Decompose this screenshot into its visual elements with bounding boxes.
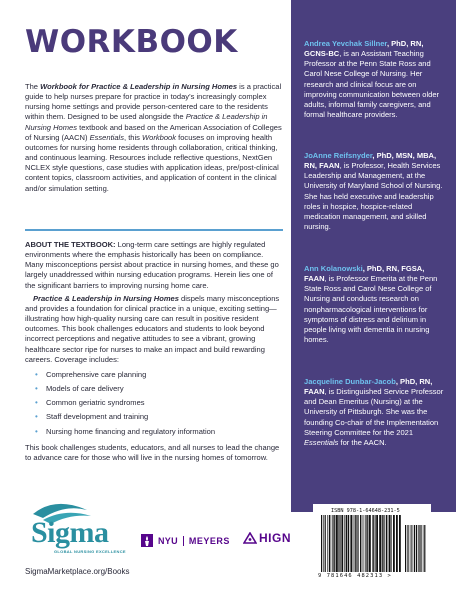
sigma-tagline: GLOBAL NURSING EXCELLENCE — [54, 549, 126, 554]
list-item: • Comprehensive care planning — [35, 369, 147, 379]
list-item: • Models of care delivery — [35, 384, 124, 394]
closing-paragraph: This book challenges students, educators, and all nurses to lead the change to advance care for those who will live in the nursing homes of tomorrow. — [25, 442, 280, 462]
section-divider — [25, 229, 283, 231]
coverage-list — [25, 370, 283, 437]
about-section — [25, 240, 283, 466]
sigma-logo-text: Sigma — [31, 516, 109, 549]
ean-digits: 9 781646 482313 > — [318, 573, 392, 579]
intro-segment: Practice & Leadership in Nursing Homes — [25, 112, 268, 132]
intro-segment: Workbook — [142, 132, 177, 142]
about-p2-text: dispels many misconceptions and provides a foundation for clinical practice in a unique, exciting setting—illustrating how high-quality nursing care can result in positive resident outcomes. This book challenges educators and students to look beyond incorrect perceptions and negative attitudes to see a vibrant, growing healthcare sector ripe for nurses to make an impact and build rewarding careers. Coverage includes: — [25, 293, 280, 364]
hign-mark-icon — [243, 532, 257, 544]
author-bio-kolanowski: Ann Kolanowski, PhD, RN, FGSA, FAAN, is Professor Emerita at the Penn State Ross and Carol Nese College of Nursing and conducts research on nonpharmacological interventions for symptoms of distress and delirium in people living with dementia in nursing homes. — [304, 264, 438, 345]
hign-text: HIGN — [259, 531, 291, 545]
intro-segment: The — [25, 82, 41, 91]
nyu-text: NYU — [158, 535, 178, 546]
list-item: • Nursing home financing and regulatory information — [35, 426, 216, 436]
author-bio-reifsnyder: JoAnne Reifsnyder, PhD, MSN, MBA, RN, FAAN, is Professor, Health Services Leadership and Management, at the University of Maryland School of Nursing. She has held executive and leadership roles in hospice, hospice-related medication management, and skilled nursing. — [304, 151, 443, 232]
nyu-meyers-logo — [141, 534, 230, 547]
intro-segment: is a practical guide to help nurses prepare for practice in today’s increasingly complex nursing home settings and provide person-centered care to the residents within them. Designed to be used alongside the — [25, 82, 282, 122]
hign-logo — [243, 531, 291, 545]
list-item: • Common geriatric syndromes — [35, 398, 145, 408]
logo-separator — [183, 536, 184, 546]
bullet-icon: • — [35, 412, 38, 422]
intro-segment: Workbook for Practice & Leadership in Nursing Homes — [40, 82, 238, 91]
meyers-text: MEYERS — [188, 535, 230, 546]
bullet-icon: • — [35, 398, 38, 408]
about-paragraph-2 — [25, 294, 283, 365]
about-paragraph-1 — [25, 240, 283, 291]
author-bio-sillner: Andrea Yevchak Sillner, PhD, RN, GCNS-BC, is an Assistant Teaching Professor at the Penn State Ross and Carol Nese College of Nursing. Her research and clinical focus are on improving communication between older adults, informal family caregivers, and formal healthcare providers. — [304, 39, 440, 120]
barcode-icon — [321, 515, 427, 572]
bullet-icon: • — [35, 426, 38, 436]
intro-segment: focuses on improving health outcomes for nursing home residents through collaboration, critical thinking, and continuous learning. Resources include reflective questions, NextGen NCLEX style questions, case studies with application ideas, pre/post-clinical content topics, classroom activities, and application of content in the clinical and/or simulation setting. — [25, 132, 279, 193]
author-bio-dunbar-jacob: Jacqueline Dunbar-Jacob, PhD, RN, FAAN, is Distinguished Service Professor and Dean Emeritus (Nursing) at the University of Pittsburgh. She was the founding Co-chair of the Implementation Steering Committee for the 2021 Essentials for the AACN. — [304, 377, 444, 447]
bullet-icon: • — [35, 369, 38, 379]
about-lead: ABOUT THE TEXTBOOK: — [25, 240, 116, 249]
about-p2-title: Practice & Leadership in Nursing Homes — [33, 293, 179, 303]
bullet-icon: • — [35, 384, 38, 394]
nyu-torch-icon — [141, 534, 153, 547]
intro-segment: , this — [124, 132, 143, 142]
intro-segment: textbook and based on the American Association of Colleges of Nursing (AACN) — [25, 122, 282, 142]
author-bios-panel — [291, 0, 456, 512]
list-item: • Staff development and training — [35, 412, 149, 422]
intro-segment: Essentials — [89, 132, 124, 142]
intro-paragraph — [25, 82, 283, 194]
about-p1-text: Long-term care settings are highly regulated environments where the emphasis historically has been on compliance. Many misconceptions persist about practice in nursing homes, and these go largely unaddressed within nursing education programs. Herein lies one of the significant barriers to improving nursing home care. — [25, 240, 279, 290]
isbn-label: ISBN 978-1-64648-231-5 — [331, 508, 400, 514]
workbook-title: WORKBOOK — [25, 24, 238, 60]
sigma-marketplace-link[interactable]: SigmaMarketplace.org/Books — [25, 567, 130, 576]
